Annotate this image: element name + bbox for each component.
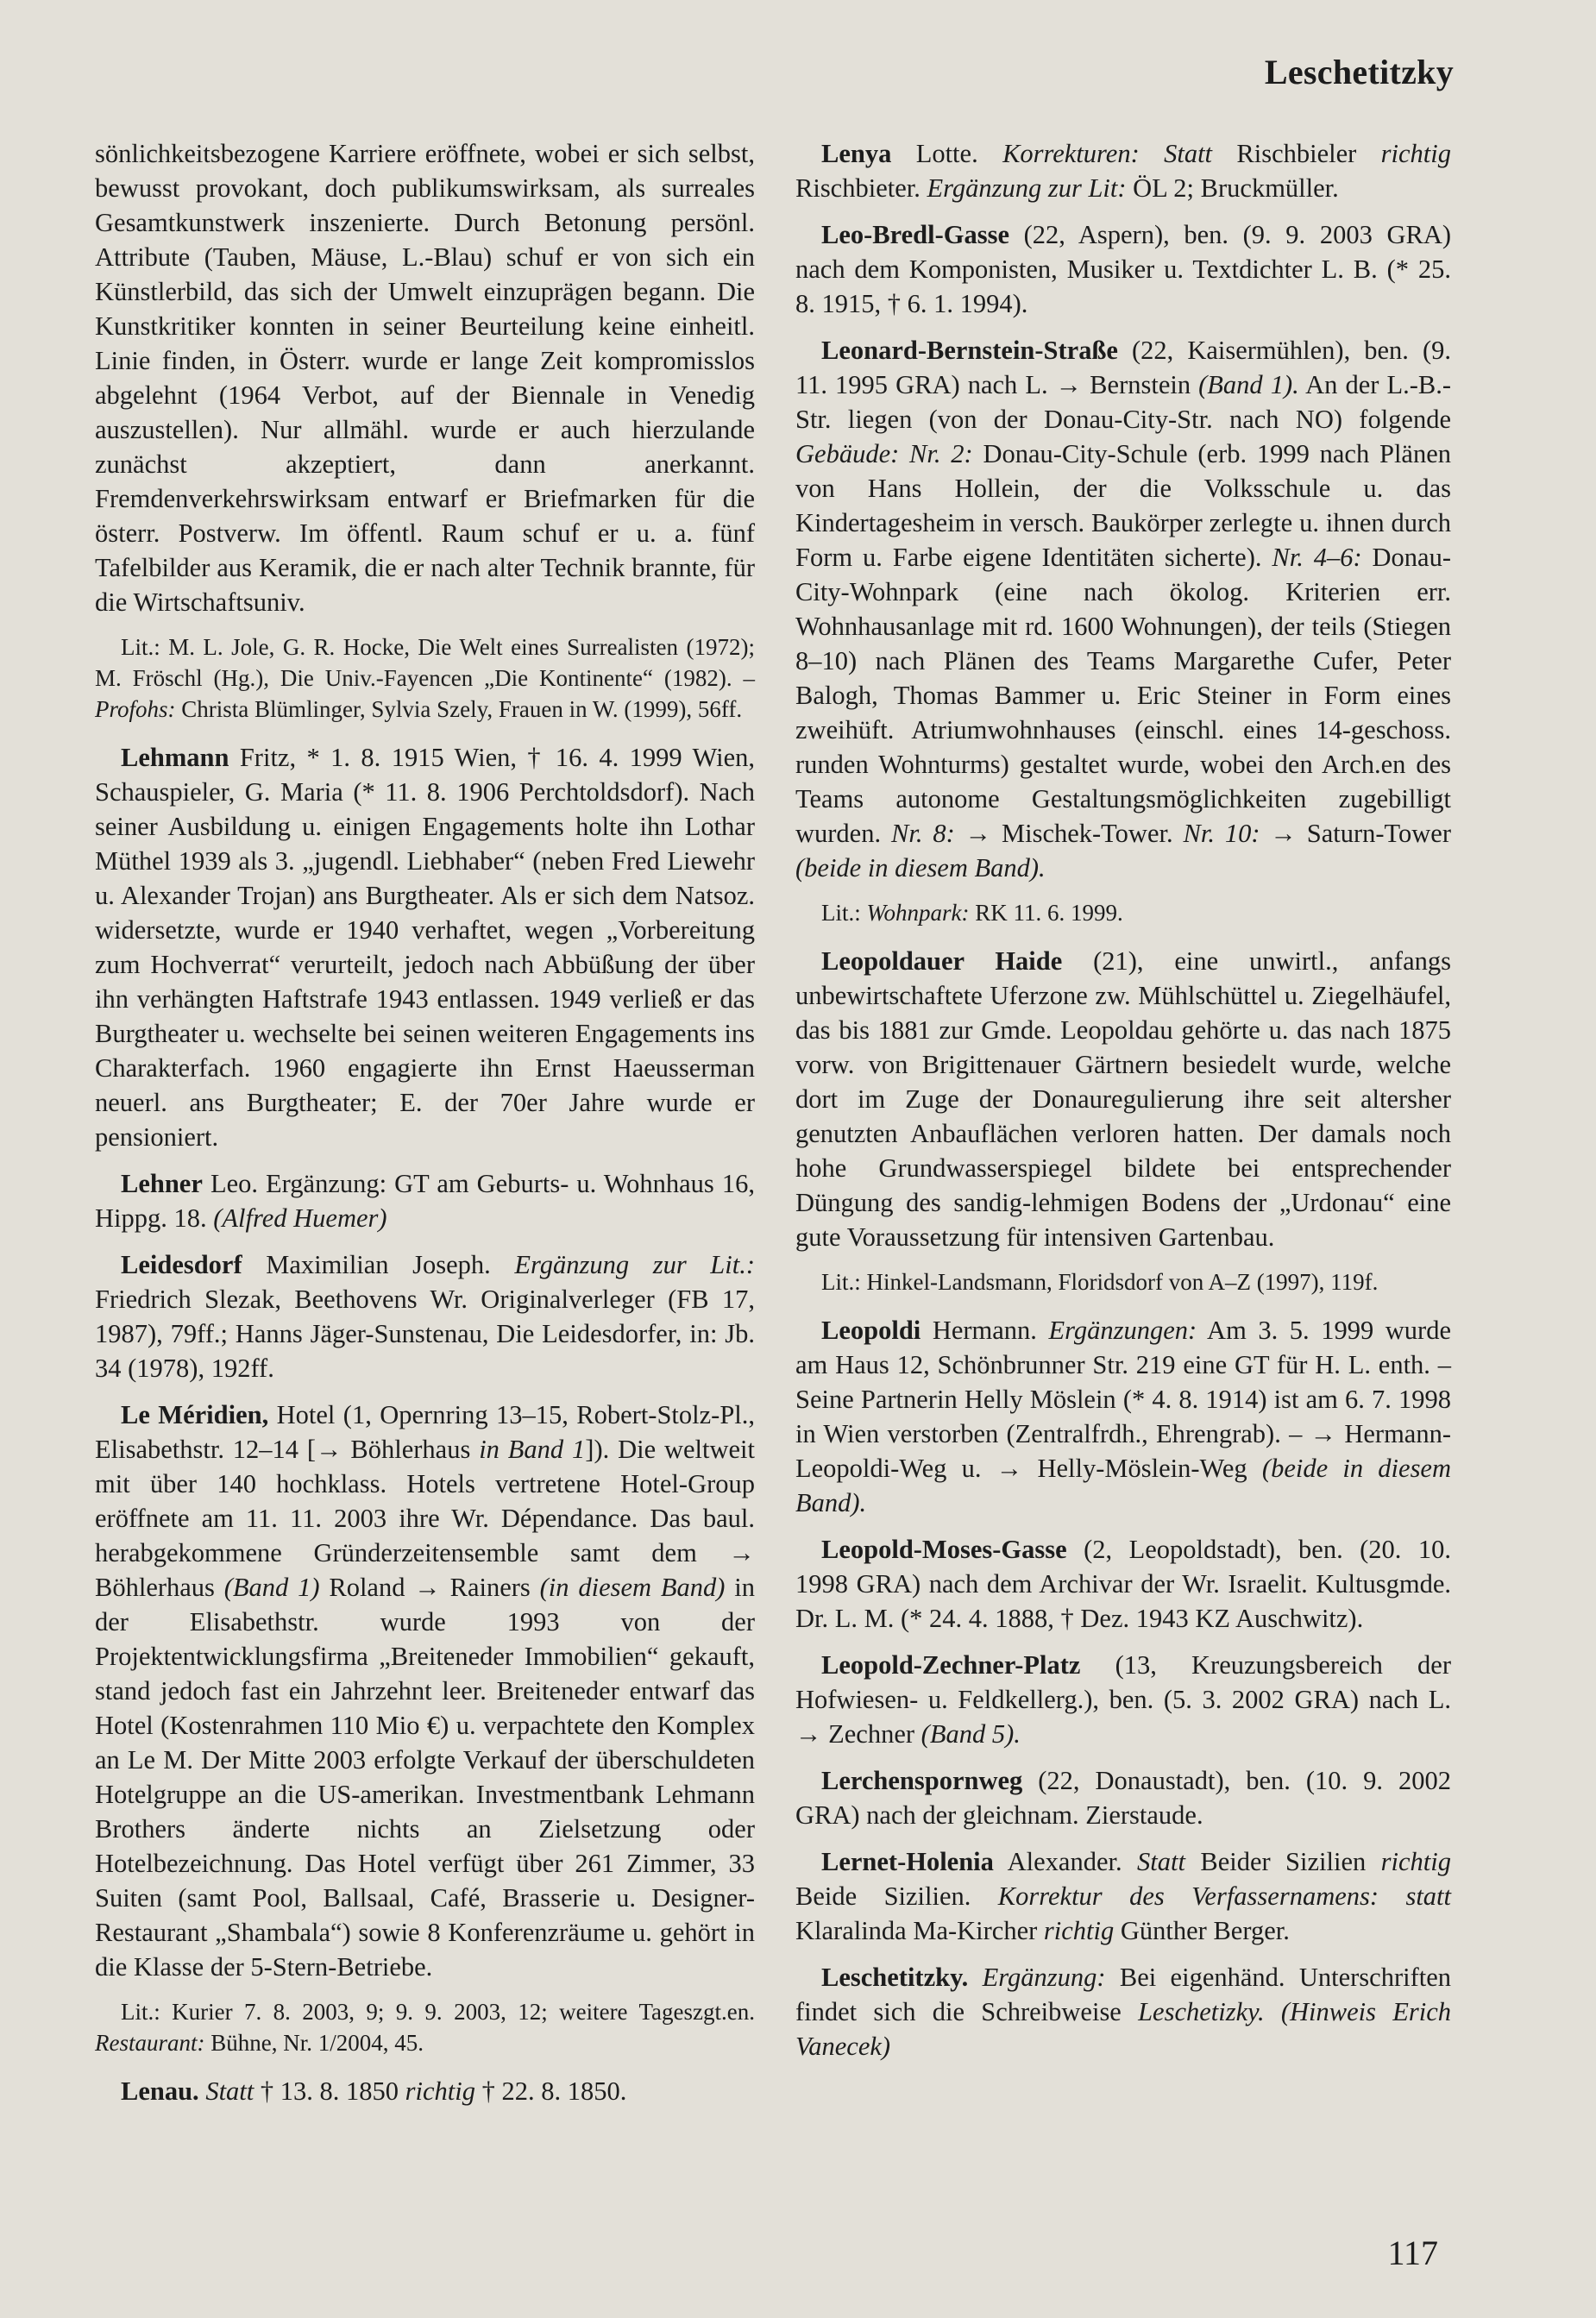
entry-text: Beide Sizilien.: [795, 1881, 998, 1911]
lexicon-entry: [795, 217, 1451, 321]
entry-text: richtig: [1380, 139, 1451, 168]
entry-text: (Alfred Huemer): [213, 1203, 387, 1233]
entry-text: (Hinweis Erich Vanecek): [795, 1997, 1451, 2061]
lexicon-entry: [95, 740, 755, 1154]
entry-text: (21), eine unwirtl., anfangs unbewirtschaftete Uferzone zw. Mühlschüttel u. Ziegelhäufel, das bis 1881 zur Gmde. Leopoldau gehörte u. das nach 1875 vorw. von Brigittenauer Gärtnern besiedelt wurde, welche dort im Zuge der Donauregulierung ihre seit altersher genutzten Anbauflächen verloren hatten. Der damals noch hohe Grundwasserspiegel bildete bei entsprechender Düngung des sandig-lehmigen Bodens der „Urdonau“ eine gute Voraussetzung für intensiven Gartenbau.: [795, 946, 1451, 1252]
entry-text: † 13. 8. 1850: [254, 2076, 405, 2106]
entry-text: Statt: [205, 2076, 254, 2106]
entry-text: (22, Kaisermühlen), ben. (9. 11. 1995 GRA) nach L. → Bernstein: [795, 336, 1451, 399]
entry-text: ÖL 2; Bruckmüller.: [1126, 173, 1339, 203]
left-column: [95, 136, 755, 2120]
entry-text: Fritz, * 1. 8. 1915 Wien, † 16. 4. 1999 Wien, Schauspieler, G. Maria (* 11. 8. 1906 Perchtoldsdorf). Nach seiner Ausbildung u. einigen Engagements holte ihn Lothar Müthel 1939 als 3. „jugendl. Liebhaber“ (neben Fred Liewehr u. Alexander Trojan) ans Burgtheater. Als er sich dem Natsoz. widersetzte, wurde er 1940 verhaftet, wegen „Vorbereitung zum Hochverrat“ verurteilt, jedoch nach Abbüßung der über ihn verhängten Haftstrafe 1943 entlassen. 1949 verließ er das Burgtheater u. wechselte bei seinen weiteren Engagements ins Charakterfach. 1960 engagierte ihn Ernst Haeusserman neuerl. ans Burgtheater; E. der 70er Jahre wurde er pensioniert.: [95, 743, 755, 1152]
entry-text: Alexander.: [993, 1847, 1138, 1876]
entry-text: Ergänzung:: [982, 1963, 1106, 1992]
entry-text: → Saturn-Tower: [1260, 819, 1451, 848]
entry-text: in der Elisabethstr. wurde 1993 von der Projektentwicklungsfirma „Breiteneder Immobilien“ gekauft, stand jedoch fast ein Jahrzehnt leer. Breiteneder entwarf das Hotel (Kostenrahmen 110 Mio €) u. verpachtete den Komplex an Le M. Der Mitte 2003 erfolgte Verkauf der überschuldeten Hotelgruppe an die US-amerikan. Investmentbank Lehmann Brothers änderte nichts an Zielsetzung oder Hotelbezeichnung. Das Hotel verfügt über 261 Zimmer, 33 Suiten (samt Pool, Ballsaal, Café, Brasserie u. Designer-Restaurant „Shambala“) sowie 8 Konferenzräume u. gehört in die Klasse der 5-Stern-Betriebe.: [95, 1573, 755, 1982]
literature-note: [795, 897, 1451, 928]
entry-text: (Band 1).: [1198, 370, 1299, 399]
literature-note: [95, 1996, 755, 2058]
lexicon-entry: [795, 1532, 1451, 1636]
entry-text: (22, Aspern), ben. (9. 9. 2003 GRA) nach dem Komponisten, Musiker u. Textdichter L. B. (* 25. 8. 1915, † 6. 1. 1994).: [795, 220, 1451, 318]
lexicon-entry: [795, 1313, 1451, 1520]
entry-text: richtig: [405, 2076, 475, 2106]
entry-text: Nr. 8:: [890, 819, 955, 848]
entry-headword: Lerchenspornweg: [821, 1766, 1023, 1795]
entry-text: [1265, 1997, 1281, 2026]
entry-headword: Leidesdorf: [121, 1250, 242, 1279]
entry-text: Rischbieler: [1212, 139, 1381, 168]
entry-headword: Lernet-Holenia: [821, 1847, 994, 1876]
entry-text: Ergänzung zur Lit.:: [514, 1250, 755, 1279]
entry-text: Donau-City-Schule (erb. 1999 nach Plänen von Hans Hollein, der die Volksschule u. das Kindertagesheim in versch. Baukörper zerlegte u. ihnen durch Form u. Farbe eigene Identitäten sicherte).: [795, 439, 1452, 572]
entry-text: Restaurant:: [95, 2030, 205, 2056]
entry-text: Wohnpark:: [866, 900, 970, 926]
lexicon-entry: [95, 1398, 755, 1984]
entry-text: (in diesem Band): [539, 1573, 726, 1602]
lexicon-entry: [795, 1763, 1451, 1832]
entry-text: Lotte.: [891, 139, 1003, 168]
entry-headword: Leopoldauer Haide: [821, 946, 1063, 976]
entry-text: Günther Berger.: [1114, 1916, 1290, 1945]
entry-text: Nr. 4–6:: [1272, 543, 1362, 572]
entry-text: (13, Kreuzungsbereich der Hofwiesen- u. Feldkellerg.), ben. (5. 3. 2002 GRA) nach L. → Zechner: [795, 1650, 1451, 1749]
entry-text: Rischbieter.: [795, 173, 927, 203]
entry-text: Ergänzung zur Lit:: [927, 173, 1127, 203]
entry-text: Nr. 10:: [1183, 819, 1260, 848]
entry-text: Leo. Ergänzung: GT am Geburts- u. Wohnhaus 16, Hippg. 18.: [95, 1169, 755, 1233]
entry-headword: Lehner: [121, 1169, 203, 1198]
lexicon-entry: [795, 1844, 1451, 1948]
entry-text: (Band 1): [223, 1573, 320, 1602]
entry-text: Klaralinda Ma-Kircher: [795, 1916, 1044, 1945]
entry-text: Bei eigenhänd. Unterschriften findet sich die Schreibweise: [795, 1963, 1452, 2026]
entry-text: richtig: [1380, 1847, 1452, 1876]
entry-text: Lit.: Hinkel-Landsmann, Floridsdorf von A–Z (1997), 119f.: [821, 1269, 1379, 1295]
lexicon-entry: [795, 136, 1451, 205]
entry-text: Beider Sizilien: [1184, 1847, 1381, 1876]
entry-text: in Band 1: [479, 1435, 586, 1464]
entry-text: → Mischek-Tower.: [954, 819, 1184, 848]
entry-text: An der L.-B.-Str. liegen (von der Donau-City-Str. nach NO) folgende: [795, 370, 1451, 434]
running-head: Leschetitzky: [1264, 53, 1454, 91]
entry-headword: Leo-Bredl-Gasse: [821, 220, 1009, 249]
entry-text: (2, Leopoldstadt), ben. (20. 10. 1998 GRA) nach dem Archivar der Wr. Israelit. Kultusgmde. Dr. L. M. (* 24. 4. 1888, † Dez. 1943 KZ Auschwitz).: [795, 1535, 1451, 1633]
lexicon-entry: [795, 1648, 1451, 1751]
lexicon-entry: [795, 1960, 1451, 2064]
entry-text: RK 11. 6. 1999.: [969, 900, 1123, 926]
entry-text: [968, 1963, 982, 1992]
entry-text: (22, Donaustadt), ben. (10. 9. 2002 GRA) nach der gleichnam. Zierstaude.: [795, 1766, 1451, 1830]
entry-text: Korrektur des Verfassernamens: statt: [997, 1881, 1451, 1911]
entry-headword: Lenau.: [121, 2076, 199, 2106]
entry-text: Statt: [1137, 1847, 1185, 1876]
entry-text: Christa Blümlinger, Sylvia Szely, Frauen in W. (1999), 56ff.: [175, 696, 743, 722]
literature-note: [795, 1266, 1451, 1297]
literature-note: [95, 631, 755, 725]
entry-text: ]). Die weltweit mit über 140 hochklass. Hotels vertretene Hotel-Group eröffnete am 11. 11. 2003 ihre Wr. Dépendance. Das baul. herabgekommene Gründerzeitensemble samt dem → Böhlerhaus: [95, 1435, 755, 1602]
entry-text: Hotel (1, Opernring 13–15, Robert-Stolz-Pl., Elisabethstr. 12–14 [→ Böhlerhaus: [95, 1400, 756, 1464]
entry-text: Leschetizky.: [1138, 1997, 1265, 2026]
entry-text: † 22. 8. 1850.: [474, 2076, 627, 2106]
entry-text: Ergänzungen:: [1048, 1316, 1197, 1345]
entry-text: Profohs:: [95, 696, 176, 722]
entry-headword: Leopold-Moses-Gasse: [821, 1535, 1067, 1564]
lexicon-entry: [95, 1166, 755, 1235]
lexicon-entry: [95, 136, 755, 619]
entry-text: richtig: [1043, 1916, 1115, 1945]
entry-text: (beide in diesem Band).: [795, 853, 1046, 883]
page-number: 117: [1387, 2233, 1438, 2272]
lexicon-entry: [795, 333, 1451, 885]
lexicon-entry: [95, 1247, 755, 1385]
entry-text: (beide in diesem Band).: [795, 1454, 1451, 1517]
lexicon-entry: [95, 2074, 755, 2108]
entry-headword: Leonard-Bernstein-Straße: [821, 336, 1118, 365]
entry-text: Maximilian Joseph.: [242, 1250, 515, 1279]
entry-text: sönlichkeitsbezogene Karriere eröffnete, wobei er sich selbst, bewusst provokant, doch publikumswirksam, als surreales Gesamtkunstwerk inszenierte. Durch Betonung persönl. Attribute (Tauben, Mäuse, L.-Blau) schuf er von sich ein Künstlerbild, das sich der Umwelt einzuprägen begann. Die Kunstkritiker konnten in seiner Beurteilung keine einheitl. Linie finden, in Österr. wurde er lange Zeit kompromisslos abgelehnt (1964 Verbot, auf der Biennale in Venedig auszustellen). Nur allmähl. wurde er auch hierzulande zunächst akzeptiert, dann anerkannt. Fremdenverkehrswirksam entwarf er Briefmarken für die österr. Postverw. Im öffentl. Raum schuf er u. a. fünf Tafelbilder aus Keramik, die er nach alter Technik brannte, für die Wirtschaftsuniv.: [95, 139, 755, 617]
entry-text: Lit.:: [821, 900, 867, 926]
entry-text: Friedrich Slezak, Beethovens Wr. Originalverleger (FB 17, 1987), 79ff.; Hanns Jäger-Sunstenau, Die Leidesdorfer, in: Jb. 34 (1978), 192ff.: [95, 1285, 755, 1383]
right-column: [795, 136, 1451, 2076]
entry-text: Korrekturen: Statt: [1002, 139, 1213, 168]
entry-headword: Lehmann: [121, 743, 229, 772]
lexicon-entry: [795, 944, 1451, 1254]
entry-text: Lit.: Kurier 7. 8. 2003, 9; 9. 9. 2003, 12; weitere Tageszgt.en.: [121, 1999, 755, 2025]
entry-headword: Le Méridien,: [121, 1400, 269, 1429]
entry-headword: Leschetitzky.: [821, 1963, 969, 1992]
entry-text: Gebäude: Nr. 2:: [795, 439, 973, 468]
entry-text: Roland → Rainers: [319, 1573, 540, 1602]
entry-headword: Leopoldi: [821, 1316, 921, 1345]
entry-text: Donau-City-Wohnpark (eine nach ökolog. Kriterien err. Wohnhausanlage mit rd. 1600 Wohnungen), der teils (Stiegen 8–10) nach Plänen des Teams Margarethe Cufer, Peter Balogh, Thomas Bammer u. Eric Steiner in Form eines zweihüft. Atriumwohnhauses (einschl. eines 14-geschoss. runden Wohnturms) gestaltet wurde, wobei den Arch.en des Teams autonome Gestaltungsmöglichkeiten zugebilligt wurden.: [795, 543, 1451, 848]
entry-headword: Lenya: [821, 139, 892, 168]
entry-text: Lit.: M. L. Jole, G. R. Hocke, Die Welt eines Surrealisten (1972); M. Fröschl (Hg.), Die Univ.-Fayencen „Die Kontinente“ (1982). –: [95, 634, 755, 691]
entry-text: (Band 5).: [921, 1719, 1021, 1749]
entry-headword: Leopold-Zechner-Platz: [821, 1650, 1081, 1680]
entry-text: Bühne, Nr. 1/2004, 45.: [204, 2030, 424, 2056]
entry-text: Hermann.: [921, 1316, 1049, 1345]
entry-text: Am 3. 5. 1999 wurde am Haus 12, Schönbrunner Str. 219 eine GT für H. L. enth. – Seine Partnerin Helly Möslein (* 4. 8. 1914) ist am 6. 7. 1998 in Wien verstorben (Zentralfrdh., Ehrengrab). – → Hermann-Leopoldi-Weg u. → Helly-Möslein-Weg: [795, 1316, 1451, 1483]
